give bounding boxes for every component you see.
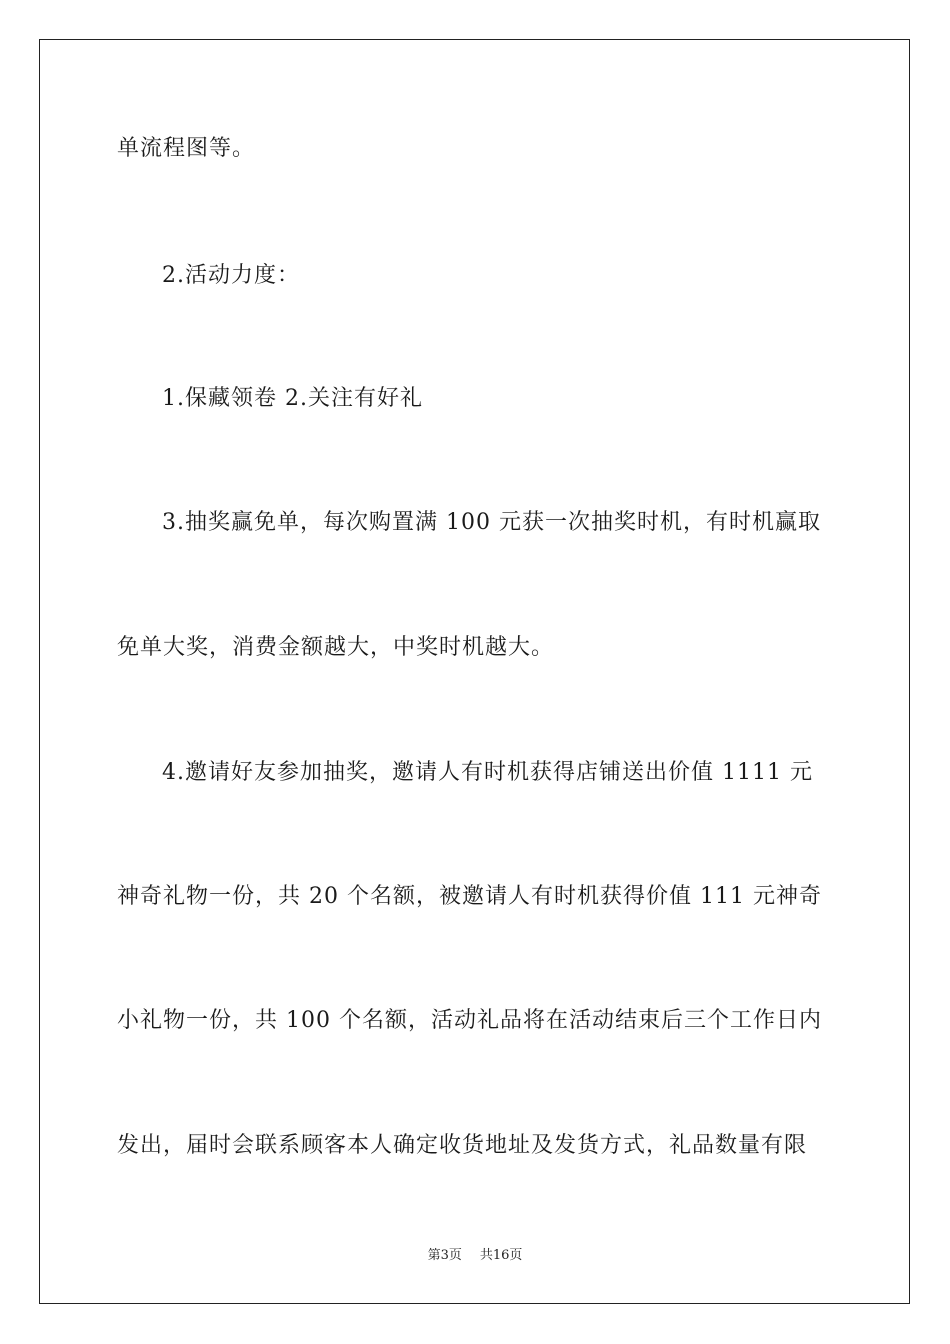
paragraph-line: 4.邀请好友参加抽奖，邀请人有时机获得店铺送出价值 1111 元 <box>162 760 813 785</box>
paragraph-line: 小礼物一份，共 100 个名额，活动礼品将在活动结束后三个工作日内 <box>117 1008 822 1033</box>
paragraph-line: 免单大奖，消费金额越大，中奖时机越大。 <box>117 635 555 660</box>
page-border <box>39 39 910 1304</box>
paragraph-line: 发出，届时会联系顾客本人确定收货地址及发货方式，礼品数量有限 <box>117 1133 808 1158</box>
page-total: 共16页 <box>479 1248 523 1263</box>
page-footer <box>0 1247 950 1265</box>
paragraph-line: 3.抽奖赢免单，每次购置满 100 元获一次抽奖时机，有时机赢取 <box>162 510 821 535</box>
paragraph-line: 神奇礼物一份，共 20 个名额，被邀请人有时机获得价值 111 元神奇 <box>117 884 822 909</box>
paragraph-line: 单流程图等。 <box>117 136 256 161</box>
page-number: 第3页 <box>427 1248 462 1263</box>
section-heading: 2.活动力度： <box>162 263 300 288</box>
paragraph-line: 1.保藏领卷 2.关注有好礼 <box>162 386 423 411</box>
